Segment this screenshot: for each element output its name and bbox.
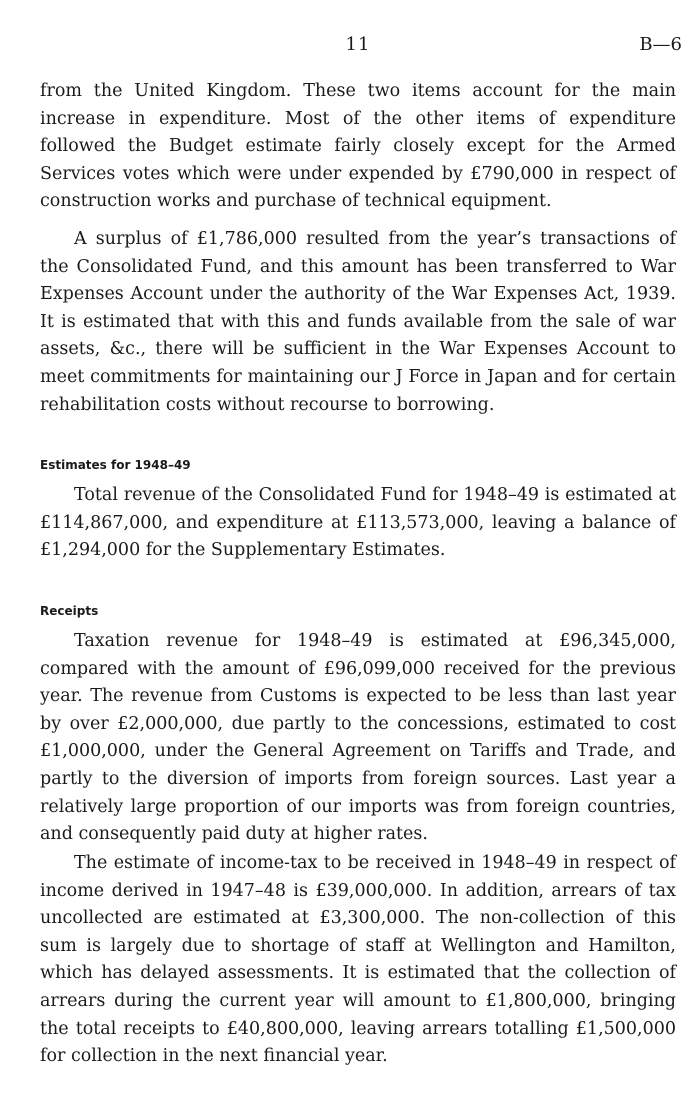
section-heading-receipts: Receipts bbox=[40, 604, 99, 618]
paragraph-estimates: Total revenue of the Consolidated Fund for 1948–49 is estimated at £114,867,000, and expenditure at £113,573,000, leaving a balance of £1,294,000 for the Supplementary Estimates. bbox=[40, 485, 676, 561]
document-reference: B—6 bbox=[639, 34, 682, 55]
paragraph-surplus: A surplus of £1,786,000 resulted from the year’s transactions of the Consolidated Fund, and this amount has been transferred to War Expenses Account under the authority of the War Expenses Act, 1939. It is estimated that with this and funds available from the sale of war assets, &c., there will be sufficient in the War Expenses Account to meet commitments for maintaining our J Force in Japan and for certain rehabilitation costs without recourse to borrowing. bbox=[40, 229, 676, 415]
paragraph-continued: from the United Kingdom. These two items account for the main increase in expenditure. Most of the other items of expenditure followed the Budget estimate fairly closely except for the Armed Services votes which were under expended by £790,000 in respect of construction works and purchase of technical equipment. bbox=[40, 81, 676, 212]
document-page bbox=[40, 0, 682, 1117]
paragraph-income-tax: The estimate of income-tax to be received in 1948–49 in respect of income derived in 1947–48 is £39,000,000. In addition, arrears of tax uncollected are estimated at £3,300,000. The non-collection of this sum is largely due to shortage of staff at Wellington and Hamilton, which has delayed assessments. It is estimated that the collection of arrears during the current year will amount to £1,800,000, bringing the total receipts to £40,800,000, leaving arrears totalling £1,500,000 for collection in the next financial year. bbox=[40, 853, 676, 1067]
page-number: 11 bbox=[345, 34, 371, 55]
paragraph-taxation: Taxation revenue for 1948–49 is estimated at £96,345,000, compared with the amount of £96,099,000 received for the previous year. The revenue from Customs is expected to be less than last year by over £2,000,000, due partly to the concessions, estimated to cost £1,000,000, under the General Agreement on Tariffs and Trade, and partly to the diversion of imports from foreign sources. Last year a relatively large proportion of our imports was from foreign countries, and consequently paid duty at higher rates. bbox=[40, 631, 676, 845]
section-heading-estimates: Estimates for 1948–49 bbox=[40, 458, 191, 472]
